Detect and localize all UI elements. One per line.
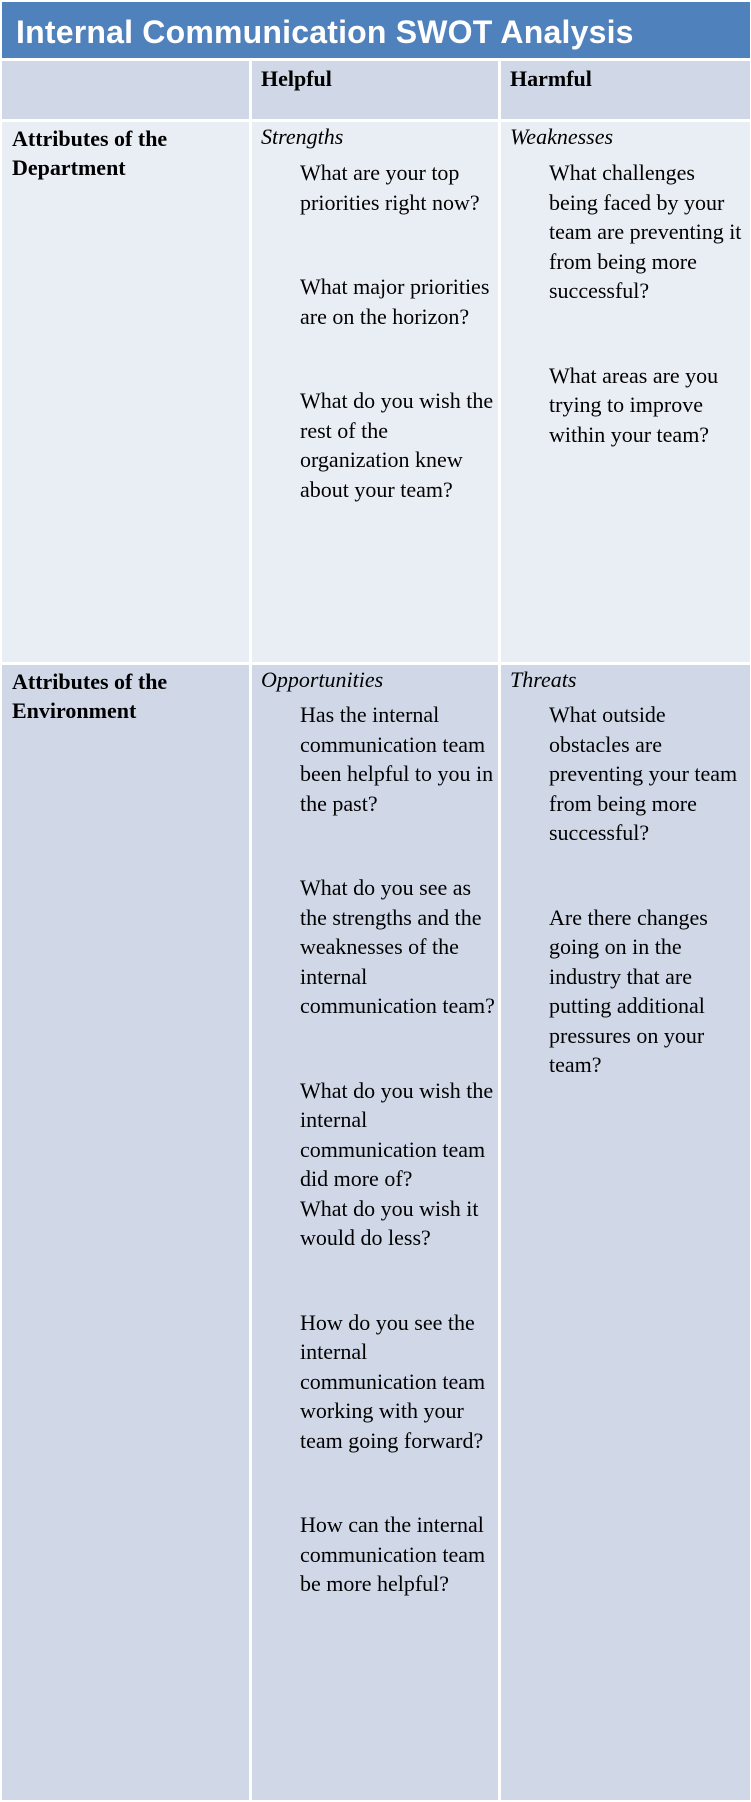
opportunities-cell xyxy=(252,665,498,1800)
header-helpful-cell xyxy=(252,61,498,119)
weaknesses-questions xyxy=(549,158,745,449)
threats-cell xyxy=(501,665,750,1800)
opportunities-question: What do you see as the strengths and the weaknesses of the internal communication team? xyxy=(300,875,495,1018)
row-header-environment-cell xyxy=(2,665,249,1800)
column-header-helpful: Helpful xyxy=(261,66,332,91)
opportunities-question: How do you see the internal communication team working with your team going forward? xyxy=(300,1309,486,1453)
opportunities-question: Has the internal communication team been helpful to you in the past? xyxy=(300,702,494,816)
threats-question: What outside obstacles are preventing your team from being more successful? xyxy=(549,702,738,845)
row-header-department-cell xyxy=(2,122,249,662)
strengths-cell xyxy=(252,122,498,662)
strengths-question: What do you wish the rest of the organization knew about your team? xyxy=(300,388,494,502)
weaknesses-question: What challenges being faced by your team are preventing it from being more successful? xyxy=(549,160,742,303)
column-header-harmful: Harmful xyxy=(510,66,592,91)
strengths-question: What major priorities are on the horizon? xyxy=(300,274,490,329)
strengths-questions xyxy=(300,158,495,504)
weaknesses-label: Weaknesses xyxy=(510,124,614,149)
opportunities-label: Opportunities xyxy=(261,667,384,692)
title-bar xyxy=(2,2,750,58)
opportunities-question: What do you wish it would do less? xyxy=(300,1195,479,1250)
opportunities-questions xyxy=(300,700,495,1599)
threats-questions xyxy=(549,700,745,1080)
header-harmful-cell xyxy=(501,61,750,119)
page-title: Internal Communication SWOT Analysis xyxy=(16,14,634,50)
weaknesses-cell xyxy=(501,122,750,662)
opportunities-question: How can the internal communication team be more helpful? xyxy=(300,1512,486,1596)
opportunities-question: What do you wish the internal communication team did more of? xyxy=(300,1077,494,1191)
row-header-department: Attributes of the Department xyxy=(12,126,168,180)
threats-question: Are there changes going on in the industry that are putting additional pressures on your team? xyxy=(549,904,708,1077)
threats-label: Threats xyxy=(510,667,577,692)
row-header-environment: Attributes of the Environment xyxy=(12,669,168,723)
strengths-label: Strengths xyxy=(261,124,344,149)
header-empty-cell xyxy=(2,61,249,119)
strengths-question: What are your top priorities right now? xyxy=(300,160,480,215)
weaknesses-question: What areas are you trying to improve within your team? xyxy=(549,362,719,447)
